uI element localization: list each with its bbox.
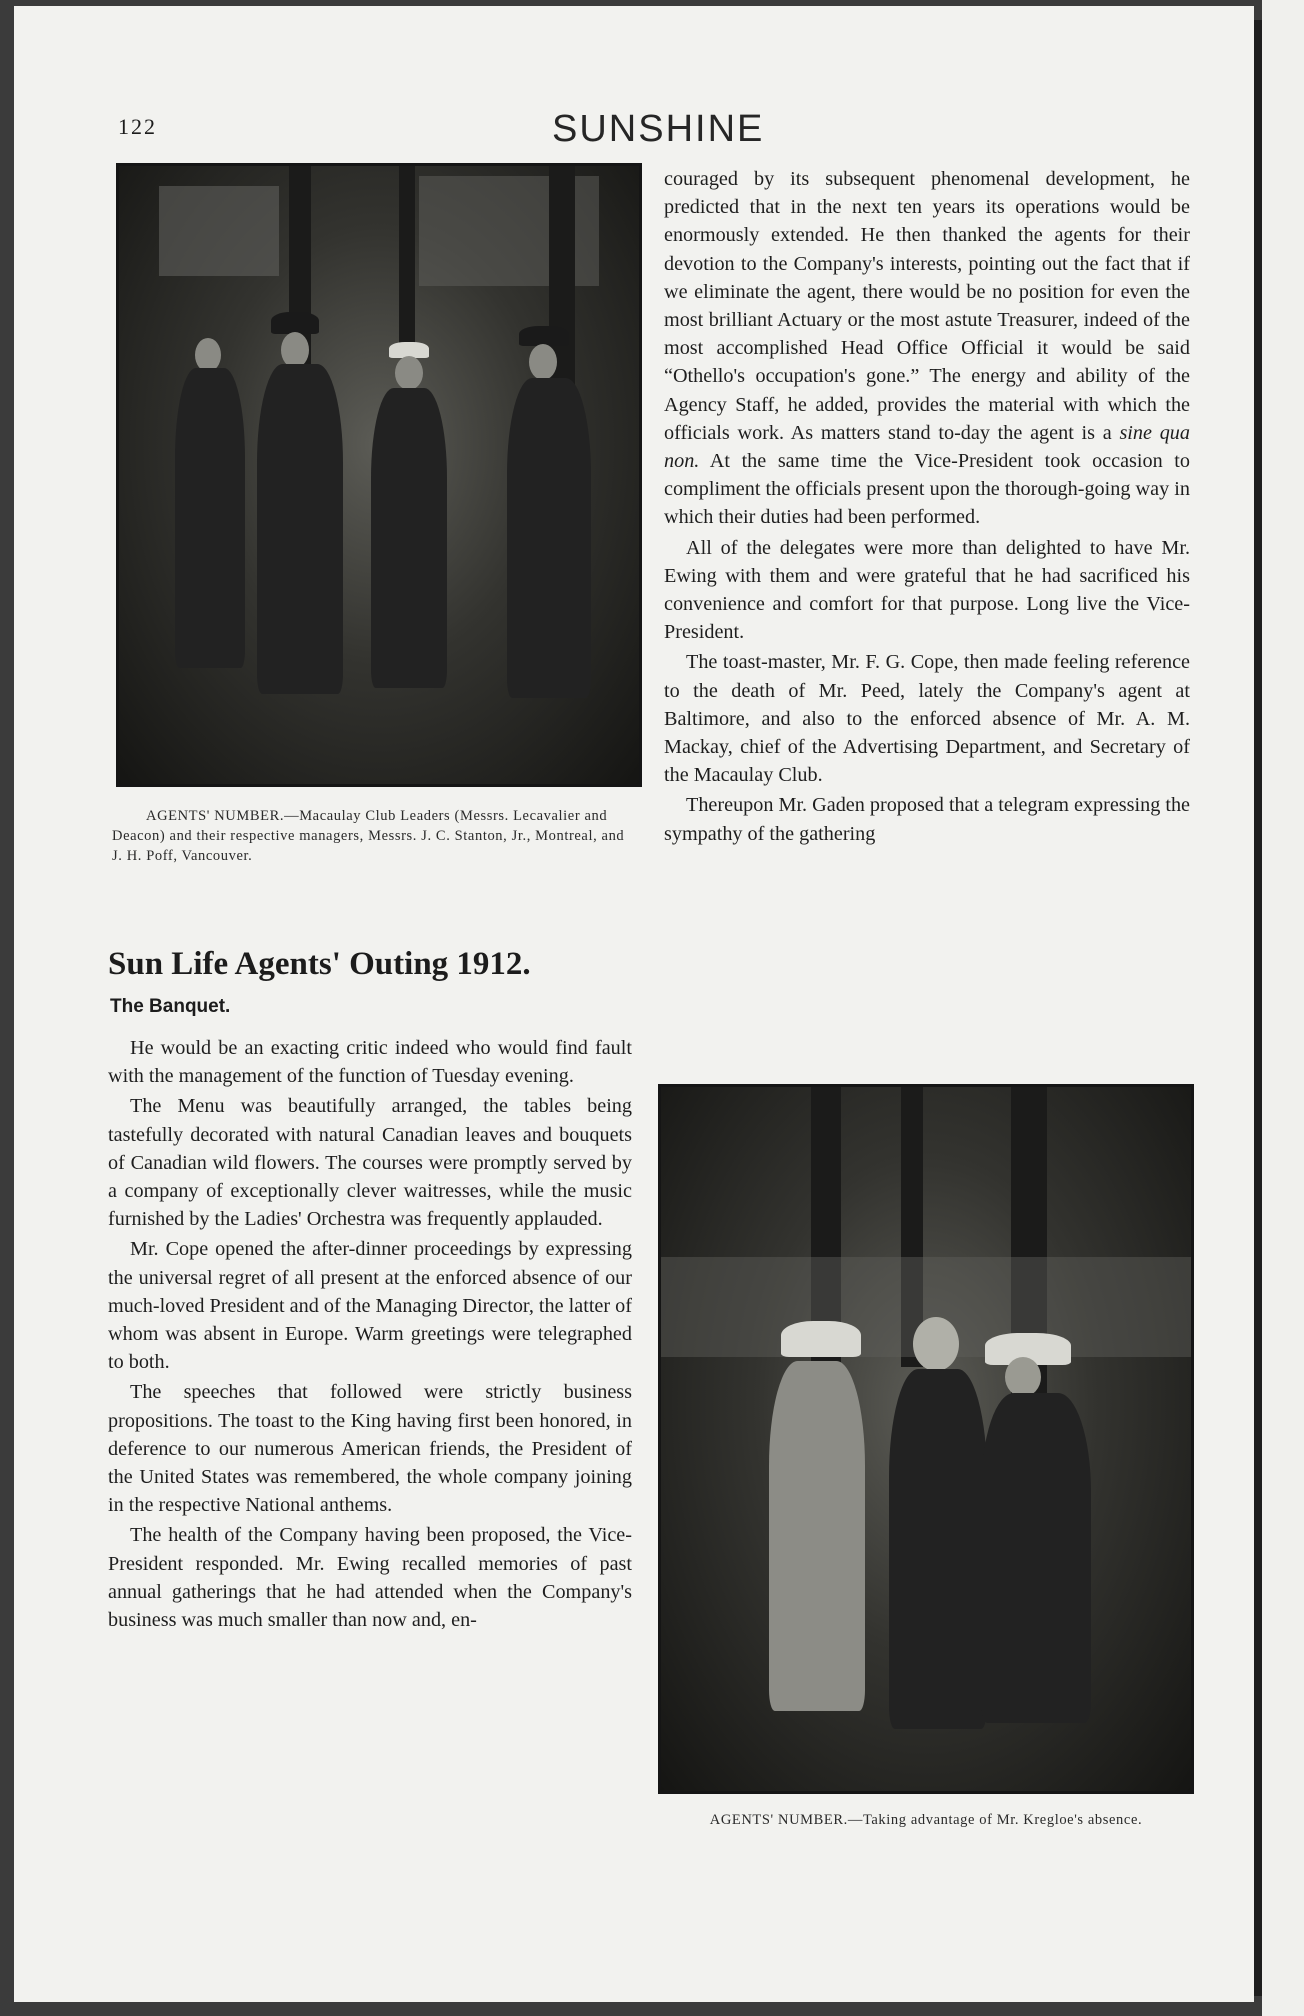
page-gutter	[1254, 20, 1262, 1996]
paragraph: Thereupon Mr. Gaden proposed that a telegram expressing the sympathy of the gathering	[664, 794, 1190, 845]
photo-caption-1: AGENTS' NUMBER.—Macaulay Club Leaders (Messrs. Lecavalier and Deacon) and their respective managers, Messrs. J. C. Stanton, Jr., Montreal, and J. H. Poff, Vancouver.	[112, 808, 625, 864]
right-column-text	[664, 165, 1190, 850]
article-title: Sun Life Agents' Outing 1912.	[108, 946, 531, 982]
latin-phrase: sine qua non.	[664, 421, 1190, 473]
paragraph: Mr. Cope opened the after-dinner proceedings by expressing the universal regret of all present at the enforced absence of our much-loved President and of the Managing Director, the latter of whom was absent in Europe. Warm greetings were telegraphed to both.	[108, 1238, 632, 1374]
running-title: SUNSHINE	[552, 108, 765, 150]
paragraph: The health of the Company having been proposed, the Vice-President responded. Mr. Ewing recalled memories of past annual gatherings that he had attended when the Company's business was much smaller than now and, en-	[108, 1524, 632, 1632]
paragraph: The speeches that followed were strictly business propositions. The toast to the King having first been honored, in deference to our numerous American friends, the President of the United States was remembered, the whole company joining in the respective National anthems.	[108, 1381, 632, 1517]
paragraph	[664, 165, 1190, 532]
photo-agents-four-men	[116, 163, 642, 787]
left-column-text	[108, 1034, 632, 1636]
photo-agents-group	[658, 1084, 1194, 1794]
next-page-edge	[1262, 0, 1304, 2016]
paragraph: The Menu was beautifully arranged, the tables being tastefully decorated with natural Canadian leaves and bouquets of Canadian wild flowers. The courses were promptly served by a company of exceptionally clever waitresses, while the music furnished by the Ladies' Orchestra was frequently applauded.	[108, 1095, 632, 1231]
paragraph: All of the delegates were more than delighted to have Mr. Ewing with them and were grateful that he had sacrificed his convenience and comfort for that purpose. Long live the Vice-President.	[664, 536, 1190, 644]
photo-caption-2: AGENTS' NUMBER.—Taking advantage of Mr. Kregloe's absence.	[709, 1812, 1143, 1828]
paragraph: He would be an exacting critic indeed who would find fault with the management of the function of Tuesday evening.	[108, 1037, 632, 1088]
paragraph-part: couraged by its subsequent phenomenal development, he predicted that in the next ten years its operations would be enormously extended. He then thanked the agents for their devotion to the Company's interests, pointing out the fact that if we eliminate the agent, there would be no position for even the most brilliant Actuary or the most astute Treasurer, indeed of the most accomplished Head Office Official it would be said “Othello's occupation's gone.” The energy and ability of the Agency Staff, he added, provides the material with which the officials work. As matters stand to-day the agent is a	[664, 168, 1190, 444]
article-subhead: The Banquet.	[110, 996, 231, 1017]
paragraph-part: At the same time the Vice-President took occasion to compliment the officials present upon the thorough-going way in which their duties had been performed.	[664, 450, 1190, 529]
paragraph: The toast-master, Mr. F. G. Cope, then made feeling reference to the death of Mr. Peed, lately the Company's agent at Baltimore, and also to the enforced absence of Mr. A. M. Mackay, chief of the Advertising Department, and Secretary of the Macaulay Club.	[664, 651, 1190, 787]
page-number: 122	[118, 114, 157, 139]
